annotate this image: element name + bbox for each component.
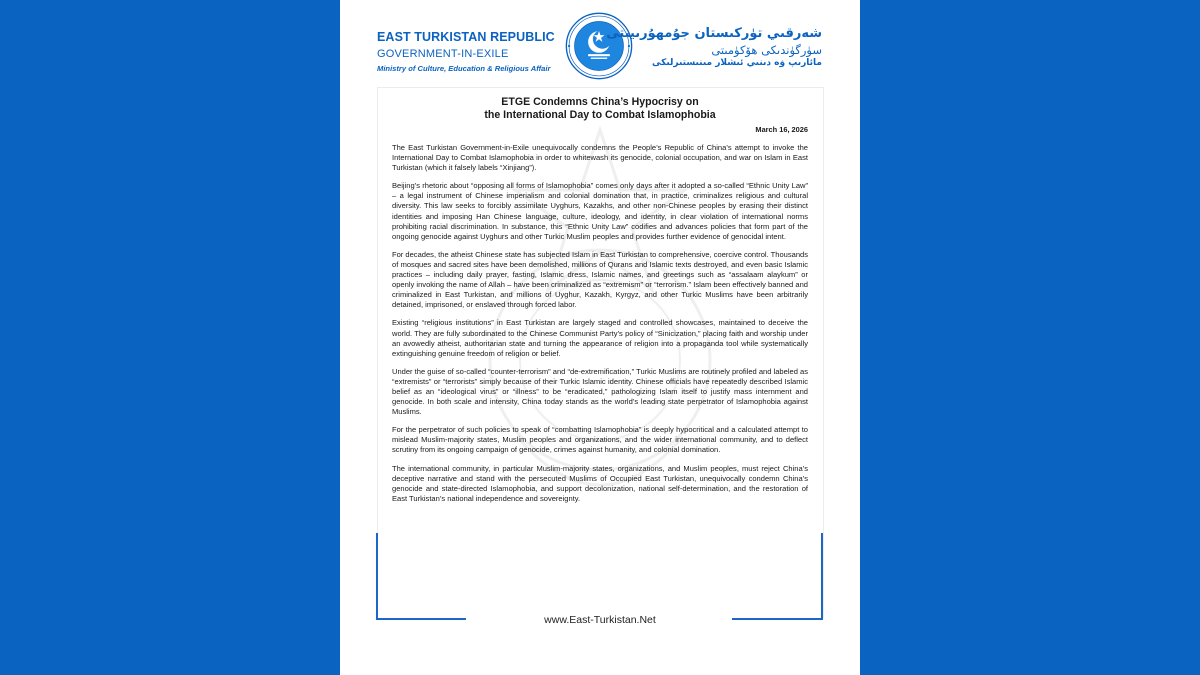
- letterhead-left: [377, 30, 555, 73]
- website-link[interactable]: www.East-Turkistan.Net: [544, 614, 656, 626]
- org-subtitle-uyghur: سۈرگۈندىكى ھۆكۈمىتى: [711, 43, 822, 57]
- letterhead-right: [606, 26, 822, 68]
- paragraph: For decades, the atheist Chinese state has subjected Islam in East Turkistan to comprehensive, coercive control. Thousands of mosques and sacred sites have been demolished, millions of Qurans and Islamic texts destroyed, and even basic Islamic practices – including daily prayer, fasting, Islamic dress, Islamic names, and greetings such as “assalaam alaykum” or openly invoking the name of Allah – have been criminalized as “extremism” or “terrorism.” Islam been effectively banned and criminalized in East Turkistan, and millions of Uyghur, Kazakh, Kyrgyz, and other Turkic Muslims have been arbitrarily detained, imprisoned, or enslaved through forced labor.: [392, 249, 808, 310]
- paragraph: Under the guise of so-called “counter-terrorism” and “de-extremification,” Turkic Muslims are routinely profiled and labeled as “extremists” or “terrorists” simply because of their Turkic Islamic identity. Chinese officials have repeatedly described Islamic belief as an “ideological virus” or “illness” to be “eradicated,” pathologizing Islam itself to justify mass internment and genocide. In both scale and intensity, China today stands as the world’s leading state perpetrator of Islamophobia against Muslims.: [392, 366, 808, 417]
- press-release-page: [340, 0, 860, 675]
- title-line-1: ETGE Condemns China’s Hypocrisy on: [501, 96, 699, 108]
- ministry-name-uyghur: مائارىپ ۋە دىنىي ئىشلار مىنىستىرلىكى: [651, 58, 822, 68]
- paragraph: The international community, in particular Muslim-majority states, organizations, and Muslim peoples, must reject China’s deceptive narrative and stand with the persecuted Muslims of Occupied East Turkistan, unequivocally condemn China’s genocide and state-directed Islamophobia, and support decolonization, national self-determination, and the restoration of East Turkistan’s national independence and sovereignty.: [392, 463, 808, 503]
- right-blue-panel: [860, 0, 1200, 675]
- org-name: EAST TURKISTAN REPUBLIC: [377, 30, 555, 44]
- document-body: [392, 96, 808, 504]
- paragraph: Beijing’s rhetoric about “opposing all forms of Islamophobia” comes only days after it adopted a so-called “Ethnic Unity Law” – a legal instrument of Chinese imperialism and colonial domination that, in practice, criminalizes religious and cultural diversity. This law seeks to forcibly assimilate Uyghurs, Kazakhs, and other non-Chinese peoples by erasing their distinct identities and imposing Han Chinese language, culture, ideology, and identity, in clear violation of international norms prohibiting racial discrimination. In substance, this “Ethnic Unity Law” codifies and advances policies that form part of the ongoing genocide against Uyghurs and other Turkic Muslim peoples and provides further evidence of genocidal intent.: [392, 181, 808, 241]
- org-name-uyghur: شەرقىي تۈركىستان جۇمھۇرىيىتى: [606, 26, 822, 41]
- frame-left-border: [376, 533, 378, 619]
- paragraph: The East Turkistan Government-in-Exile unequivocally condemns the People’s Republic of China’s attempt to invoke the International Day to Combat Islamophobia in order to whitewash its genocide, colonial occupation, and war on Islam in East Turkistan (which it falsely labels “Xinjiang”).: [392, 143, 808, 173]
- ministry-name: Ministry of Culture, Education & Religious Affair: [377, 64, 551, 73]
- org-subtitle: GOVERNMENT-IN-EXILE: [377, 48, 509, 60]
- title-line-2: the International Day to Combat Islamophobia: [484, 109, 716, 121]
- paragraph: For the perpetrator of such policies to speak of “combatting Islamophobia” is deeply hypocritical and a calculated attempt to mislead Muslim-majority states, Muslim peoples and organizations, and the wider international community, and to deflect scrutiny from its ongoing campaign of genocide, crimes against humanity, and colonial domination.: [392, 425, 808, 455]
- document-date: March 16, 2026: [755, 125, 808, 134]
- paragraph: Existing “religious institutions” in East Turkistan are largely staged and controlled showcases, maintained to deceive the world. They are fully subordinated to the Chinese Communist Party’s policy of “Sinicization,” placing faith and worship under an avowedly atheist, authoritarian state and turning the appearance of religion into a propaganda tool while systematically extinguishing genuine freedom of religion or belief.: [392, 318, 808, 358]
- frame-right-border: [821, 533, 823, 619]
- left-blue-panel: [0, 0, 340, 675]
- document-title: [392, 96, 808, 122]
